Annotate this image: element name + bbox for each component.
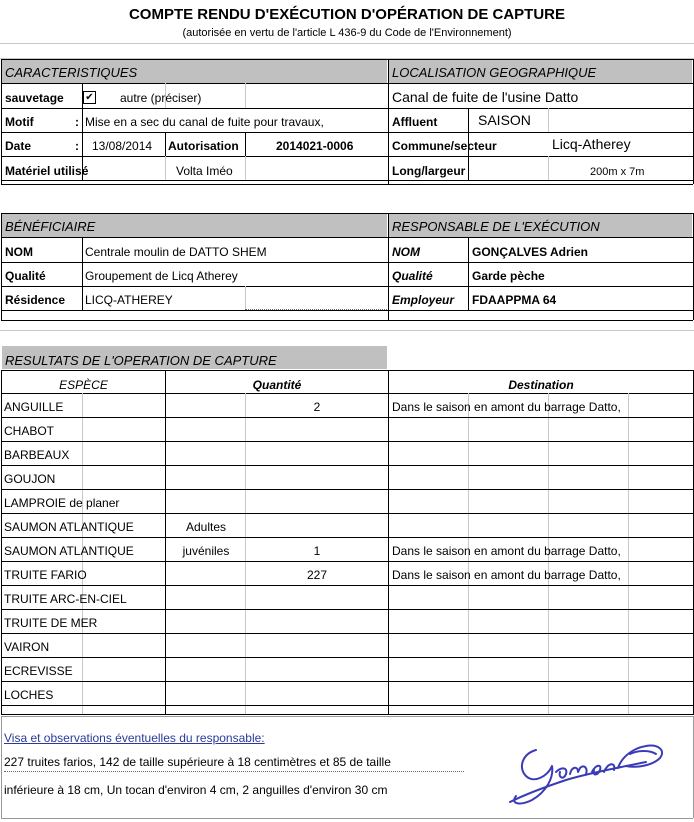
table-row: [1, 657, 693, 658]
table-row: [1, 465, 693, 466]
row-espece: LAMPROIE de planer: [4, 496, 120, 510]
autorisation-value: 2014021-0006: [276, 139, 354, 153]
table-row: [1, 537, 693, 538]
resp-employeur-label: Employeur: [392, 293, 455, 307]
form-subtitle: (autorisée en vertu de l'article L 436-9 du Code de l'Environnement): [182, 27, 512, 39]
row-detail: Adultes: [185, 520, 227, 534]
motif-label: Motif: [5, 115, 34, 129]
observations-line2: inférieure à 18 cm, Un tocan d'environ 4 cm, 2 anguilles d'environ 30 cm: [4, 783, 388, 797]
caracteristiques-header: CARACTERISTIQUES: [5, 65, 138, 80]
observations-label: Visa et observations éventuelles du responsable:: [4, 731, 265, 745]
row-espece: CHABOT: [4, 424, 55, 438]
affluent-value: SAISON: [478, 112, 531, 128]
lieu-value: Canal de fuite de l'usine Datto: [392, 89, 579, 105]
row-espece: SAUMON ATLANTIQUE: [4, 520, 134, 534]
resp-nom-label: NOM: [392, 245, 420, 259]
table-row: [1, 609, 693, 610]
row-destination: Dans le saison en amont du barrage Datto,: [392, 400, 621, 414]
ben-nom-label: NOM: [5, 245, 33, 259]
beneficiaire-header: BÉNÉFICIAIRE: [5, 219, 96, 234]
table-row: [1, 441, 693, 442]
ben-residence-label: Résidence: [5, 293, 66, 307]
date-value: 13/08/2014: [92, 139, 153, 153]
ben-qualite-label: Qualité: [5, 269, 46, 283]
row-detail: juvéniles: [182, 544, 230, 558]
table-row: [1, 417, 693, 418]
row-espece: SAUMON ATLANTIQUE: [4, 544, 134, 558]
table-row: [1, 489, 693, 490]
form-title: COMPTE RENDU D'EXÉCUTION D'OPÉRATION DE CAPTURE: [128, 6, 566, 23]
table-row: [1, 585, 693, 586]
sauvetage-label: sauvetage: [5, 91, 64, 105]
row-espece: TRUITE DE MER: [4, 616, 98, 630]
table-row: [1, 561, 693, 562]
ben-residence-value: LICQ-ATHEREY: [85, 293, 173, 307]
commune-value: Licq-Atherey: [552, 136, 631, 152]
row-espece: ECREVISSE: [4, 664, 73, 678]
commune-label: Commune/secteur: [392, 139, 497, 153]
motif-colon: :: [75, 115, 79, 129]
resp-qualite-label: Qualité: [392, 269, 433, 283]
table-row: [1, 633, 693, 634]
resp-employeur-value: FDAAPPMA 64: [472, 293, 557, 307]
resultats-header: RESULTATS DE L'OPERATION DE CAPTURE: [5, 353, 277, 368]
responsable-header: RESPONSABLE DE L'EXÉCUTION: [392, 219, 600, 234]
signature-image: [496, 732, 676, 816]
longueur-value: 200m x 7m: [590, 166, 645, 178]
observations-line1: 227 truites farios, 142 de taille supérieure à 18 centimètres et 85 de taille: [4, 755, 391, 769]
row-destination: Dans le saison en amont du barrage Datto,: [392, 568, 621, 582]
resp-nom-value: GONÇALVES Adrien: [472, 245, 589, 259]
col-destination-header: Destination: [508, 378, 574, 392]
date-colon: :: [75, 139, 79, 153]
resp-qualite-value: Garde pèche: [472, 269, 545, 283]
row-espece: ANGUILLE: [4, 400, 64, 414]
motif-value: Mise en a sec du canal de fuite pour travaux,: [85, 115, 324, 129]
date-label: Date: [5, 139, 32, 153]
longueur-label: Long/largeur: [392, 164, 466, 178]
sauvetage-checkbox[interactable]: ✔: [83, 91, 96, 104]
table-row: [1, 681, 693, 682]
ben-qualite-value: Groupement de Licq Atherey: [85, 269, 238, 283]
row-quantite: 1: [313, 544, 321, 558]
row-quantite: 227: [306, 568, 328, 582]
row-quantite: 2: [313, 400, 321, 414]
table-row: [1, 705, 693, 706]
row-destination: Dans le saison en amont du barrage Datto,: [392, 544, 621, 558]
row-espece: BARBEAUX: [4, 448, 70, 462]
autorisation-label: Autorisation: [168, 139, 239, 153]
row-espece: GOUJON: [4, 472, 56, 486]
materiel-label: Matériel utilisé: [5, 164, 89, 178]
ben-nom-value: Centrale moulin de DATTO SHEM: [85, 245, 267, 259]
materiel-value: Volta Iméo: [176, 164, 233, 178]
row-espece: LOCHES: [4, 688, 54, 702]
signature-text: Gonçalves: [496, 732, 501, 733]
affluent-label: Affluent: [392, 115, 438, 129]
row-espece: TRUITE FARIO: [4, 568, 87, 582]
localisation-header: LOCALISATION GEOGRAPHIQUE: [392, 65, 597, 80]
col-espece-header: ESPÈCE: [59, 378, 108, 392]
autre-label: autre (préciser): [120, 91, 202, 105]
table-row: [1, 513, 693, 514]
row-espece: VAIRON: [4, 640, 50, 654]
col-quantite-header: Quantité: [252, 378, 302, 392]
row-espece: TRUITE ARC-EN-CIEL: [4, 592, 127, 606]
